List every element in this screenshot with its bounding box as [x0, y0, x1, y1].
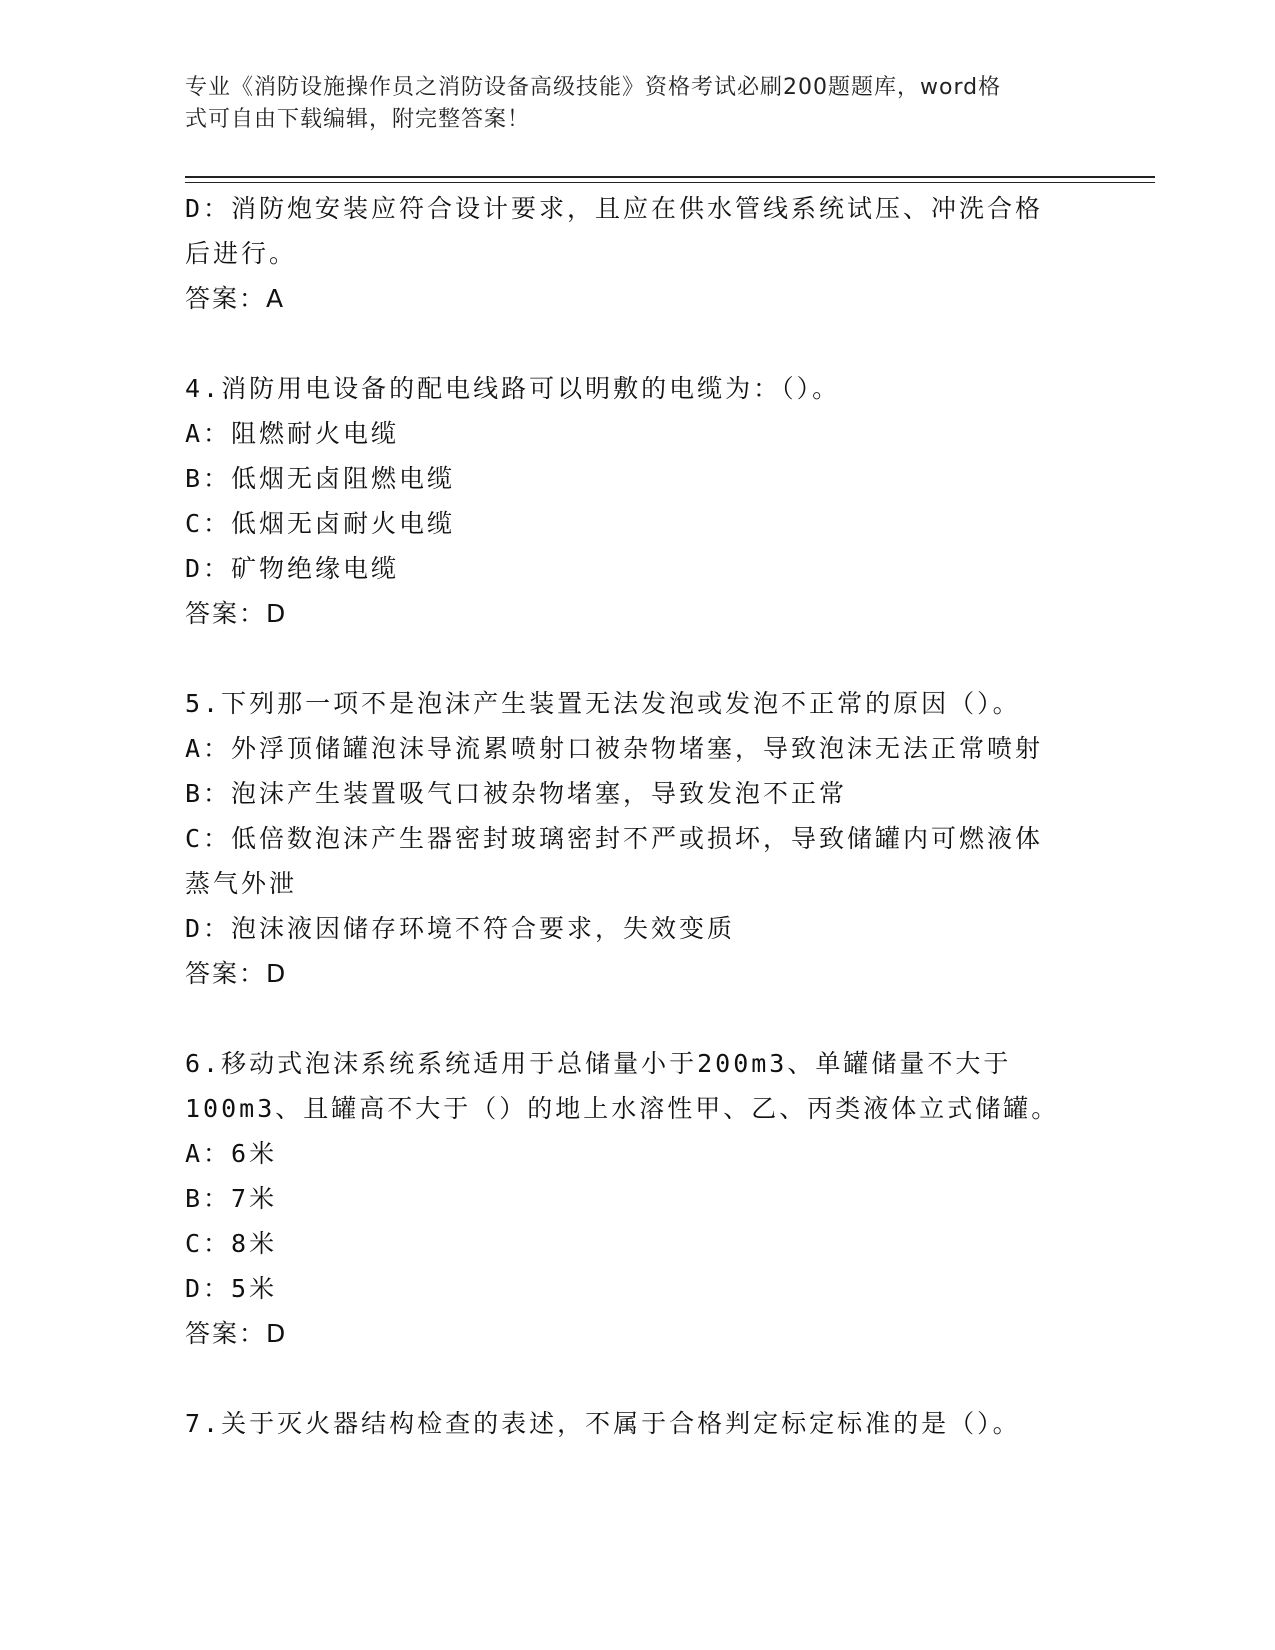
option-d: D：5米: [185, 1274, 278, 1303]
answer: 答案：D: [185, 1319, 288, 1348]
question-stem: 7.关于灭火器结构检查的表述，不属于合格判定标定标准的是（）。: [185, 1409, 1021, 1438]
answer: 答案：D: [185, 599, 288, 628]
answer: 答案：D: [185, 959, 288, 988]
question-3: [185, 186, 1080, 321]
option-c: C：8米: [185, 1229, 278, 1258]
question-4: [185, 366, 1080, 636]
option-c: C：低烟无卤耐火电缆: [185, 509, 456, 538]
question-stem: 4.消防用电设备的配电线路可以明敷的电缆为：（）。: [185, 374, 841, 403]
question-list: [185, 186, 1080, 1446]
question-stem: 5.下列那一项不是泡沫产生装置无法发泡或发泡不正常的原因（）。: [185, 689, 1021, 718]
option-b: B：低烟无卤阻燃电缆: [185, 464, 456, 493]
spacer: [185, 1356, 1080, 1401]
answer: 答案：A: [185, 284, 286, 313]
option-a: A：外浮顶储罐泡沫导流累喷射口被杂物堵塞，导致泡沫无法正常喷射: [185, 734, 1044, 763]
option-d: D：泡沫液因储存环境不符合要求，失效变质: [185, 914, 736, 943]
option-d: D：矿物绝缘电缆: [185, 554, 400, 583]
question-stem: 6.移动式泡沫系统系统适用于总储量小于200m3、单罐储量不大于: [185, 1049, 1012, 1078]
header-line-2: 式可自由下载编辑，附完整答案！: [185, 107, 531, 132]
spacer: [185, 321, 1080, 366]
document-header: [185, 72, 1075, 136]
question-stem-continued: 100m3、且罐高不大于（）的地上水溶性甲、乙、丙类液体立式储罐。: [185, 1094, 1060, 1123]
option-b: B：7米: [185, 1184, 278, 1213]
option-c: C：低倍数泡沫产生器密封玻璃密封不严或损坏，导致储罐内可燃液体: [185, 824, 1044, 853]
question-7: [185, 1401, 1080, 1446]
header-divider-thin: [185, 182, 1155, 183]
header-line-1: 专业《消防设施操作员之消防设备高级技能》资格考试必刷200题题库，word格: [185, 75, 1002, 100]
option-c-continued: 蒸气外泄: [185, 869, 298, 898]
header-divider-thick: [185, 176, 1155, 178]
option-d-continued: 后进行。: [185, 239, 298, 268]
spacer: [185, 636, 1080, 681]
question-6: [185, 1041, 1080, 1356]
question-5: [185, 681, 1080, 996]
option-d: D：消防炮安装应符合设计要求，且应在供水管线系统试压、冲洗合格: [185, 194, 1044, 223]
spacer: [185, 996, 1080, 1041]
option-b: B：泡沫产生装置吸气口被杂物堵塞，导致发泡不正常: [185, 779, 848, 808]
option-a: A：阻燃耐火电缆: [185, 419, 400, 448]
option-a: A：6米: [185, 1139, 278, 1168]
